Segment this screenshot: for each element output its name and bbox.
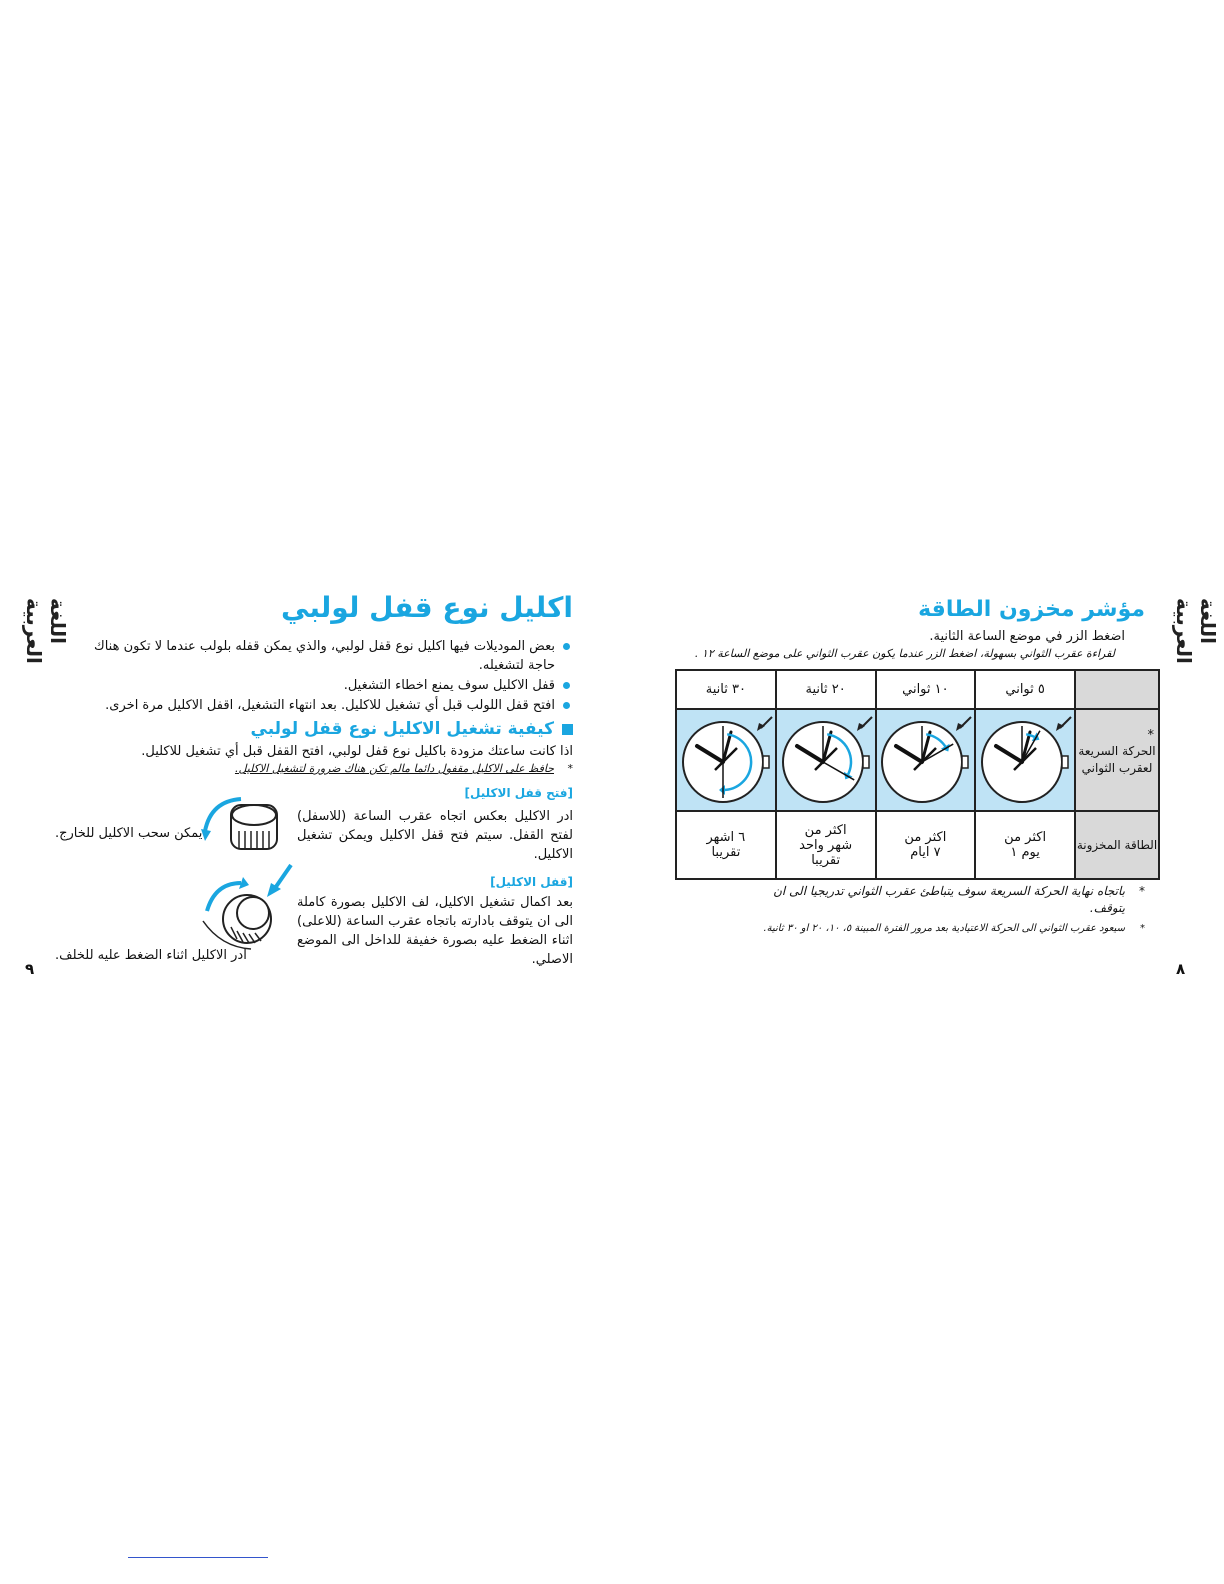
footnote-2-text: سيعود عقرب الثواني الى الحركة الاعتيادية بعد مرور الفترة المبينة ٥، ١٠، ٢٠ او ٣٠ ثانية. bbox=[763, 923, 1125, 934]
crown-unlock-illustration bbox=[201, 791, 297, 857]
note-star: * bbox=[567, 762, 573, 775]
reserve-line: تقريبا bbox=[711, 845, 741, 860]
intro-bullets bbox=[63, 637, 573, 716]
bullet-dot-icon bbox=[563, 702, 570, 709]
language-tab-right: اللغة العربية bbox=[1172, 598, 1220, 664]
header-20s: ٢٠ ثانية bbox=[776, 670, 876, 709]
language-tab-left: اللغة العربية bbox=[22, 598, 70, 664]
page-number-right: ٨ bbox=[1176, 960, 1186, 978]
footnote-2 bbox=[745, 921, 1145, 936]
lock-text: بعد اكمال تشغيل الاكليل، لف الاكليل بصورة كاملة الى ان يتوقف بادارته باتجاه عقرب الساعة (للاعلى) اثناء الضغط عليه بصورة خفيفة للداخل الى الموضع الاصلي. bbox=[297, 895, 573, 967]
reserve-5s bbox=[975, 811, 1075, 879]
reserve-line: يوم ١ bbox=[1010, 845, 1040, 860]
fast-label-line1: الحركة السريعة bbox=[1078, 744, 1156, 758]
footnote-1-text: باتجاه نهاية الحركة السريعة سوف يتباطئ عقرب الثواني تدريجيا الى ان يتوقف. bbox=[773, 884, 1125, 915]
keep-locked-note: حافظ على الاكليل مقفول دائما مالم تكن هناك ضرورة لتشغيل الاكليل. bbox=[234, 762, 554, 775]
lock-heading: [قفل الاكليل] bbox=[490, 875, 573, 889]
reserve-line: تقريبا bbox=[811, 852, 841, 868]
bullet-item bbox=[63, 637, 573, 675]
dial-cell-10s bbox=[876, 709, 976, 811]
bullet-text: بعض الموديلات فيها اكليل نوع قفل لولبي، والذي يمكن قفله بلولب عندما لا تكون هناك حاجة لتشغيله. bbox=[94, 639, 555, 673]
reading-note: لقراءة عقرب الثواني بسهولة، اضغط الزر عندما يكون عقرب الثواني على موضع الساعة ١٢ . bbox=[694, 647, 1115, 660]
unlock-side-note: يمكن سحب الاكليل للخارج. bbox=[55, 826, 203, 841]
operation-subtitle: كيفية تشغيل الاكليل نوع قفل لولبي bbox=[250, 719, 554, 739]
bullet-dot-icon bbox=[563, 682, 570, 689]
reserve-30s bbox=[676, 811, 776, 879]
watch-dial-icon bbox=[878, 711, 974, 809]
reserve-line: شهر واحد bbox=[799, 837, 853, 853]
reserve-line: اكثر من bbox=[904, 830, 947, 845]
unlock-text: ادر الاكليل بعكس اتجاه عقرب الساعة (للاسفل) لفتح القفل. سيتم فتح قفل الاكليل ويمكن تشغيل الاكليل. bbox=[297, 809, 573, 862]
dial-cell-5s bbox=[975, 709, 1075, 811]
power-reserve-title: مؤشر مخزون الطاقة bbox=[918, 597, 1145, 622]
crown-top bbox=[232, 805, 276, 825]
bullet-text: افتح قفل اللولب قبل أي تشغيل للاكليل. بعد انتهاء التشغيل، اقفل الاكليل مرة اخرى. bbox=[105, 698, 555, 713]
press-button-instruction: اضغط الزر في موضع الساعة الثانية. bbox=[929, 629, 1125, 644]
crown-icon bbox=[1062, 756, 1068, 768]
crown-lock-illustration bbox=[201, 861, 301, 951]
header-5s: ٥ ثواني bbox=[975, 670, 1075, 709]
footnote-1 bbox=[745, 883, 1145, 917]
footer-rule bbox=[128, 1557, 268, 1558]
unlock-arrow-head bbox=[201, 829, 211, 841]
page-number-left: ٩ bbox=[25, 960, 35, 978]
crown-icon bbox=[763, 756, 769, 768]
header-10s: ١٠ ثواني bbox=[876, 670, 976, 709]
footnotes bbox=[745, 883, 1145, 936]
fast-label-line2: لعقرب الثواني bbox=[1081, 761, 1153, 775]
watch-dial-icon bbox=[679, 711, 775, 809]
reserve-line: اكثر من bbox=[804, 822, 847, 838]
bullet-item bbox=[63, 676, 573, 695]
bullet-item bbox=[63, 696, 573, 715]
reserve-20s bbox=[776, 811, 876, 879]
footnote-star: * bbox=[1147, 728, 1154, 743]
watch-dial-icon bbox=[779, 711, 875, 809]
reserve-10s bbox=[876, 811, 976, 879]
intro-note-row bbox=[235, 761, 573, 776]
reserve-line: ٦ اشهر bbox=[706, 830, 746, 845]
bullet-text: قفل الاكليل سوف يمنع اخطاء التشغيل. bbox=[343, 678, 555, 693]
power-reserve-table bbox=[675, 669, 1160, 880]
operation-subtitle-row bbox=[251, 719, 573, 739]
unlock-heading: [فتح قفل الاكليل] bbox=[464, 786, 573, 800]
watch-dial-icon bbox=[978, 711, 1074, 809]
header-30s: ٣٠ ثانية bbox=[676, 670, 776, 709]
dial-cell-30s bbox=[676, 709, 776, 811]
bullet-dot-icon bbox=[563, 643, 570, 650]
footnote-star: * bbox=[1140, 923, 1145, 934]
operation-intro: اذا كانت ساعتك مزودة باكليل نوع قفل لولبي، افتح القفل قبل أي تشغيل للاكليل. bbox=[141, 744, 573, 759]
left-page bbox=[15, 585, 575, 985]
stored-energy-label: الطاقة المخزونة bbox=[1075, 811, 1159, 879]
right-page bbox=[640, 585, 1160, 985]
screw-crown-title: اكليل نوع قفل لولبي bbox=[281, 591, 573, 624]
square-bullet-icon bbox=[562, 724, 573, 735]
crown-icon bbox=[863, 756, 869, 768]
footnote-star: * bbox=[1139, 884, 1145, 898]
corner-cell bbox=[1075, 670, 1159, 709]
reserve-line: ٧ ايام bbox=[910, 845, 941, 860]
reserve-line: اكثر من bbox=[1004, 830, 1047, 845]
dial-cell-20s bbox=[776, 709, 876, 811]
lock-side-note: ادر الاكليل اثناء الضغط عليه للخلف. bbox=[55, 948, 247, 963]
crown-top bbox=[237, 897, 269, 929]
crown-icon bbox=[962, 756, 968, 768]
fast-movement-label bbox=[1075, 709, 1159, 811]
